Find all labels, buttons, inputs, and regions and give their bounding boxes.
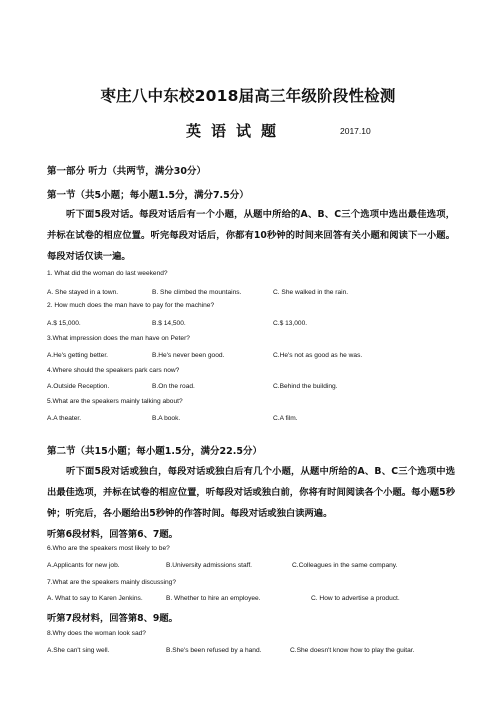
question-2: 2. How much does the man have to pay for the machine? [47, 302, 215, 309]
question-8: 8.Why does the woman look sad? [47, 630, 146, 637]
subtitle-row [0, 120, 496, 142]
question-5-options [0, 415, 496, 425]
section1-instructions: 听下面5段对话。每段对话后有一个小题，从题中所给的A、B、C三个选项中选出最佳选项，并标在试卷的相应位置。听完每段对话后，你都有10秒钟的时间来回答有关小题和阅读下一小题。每段对话仅读一遍。 [47, 209, 455, 262]
option-b: B. She climbed the mountains. [152, 289, 242, 296]
option-b: B.University admissions staff. [166, 562, 252, 569]
option-c: C. How to advertise a product. [311, 595, 400, 602]
section2-heading: 第二节（共15小题；每小题1.5分，满分22.5分） [47, 446, 262, 457]
question-7-options [0, 595, 496, 605]
question-7: 7.What are the speakers mainly discussing? [47, 579, 177, 586]
section2-instructions: 听下面5段对话或独白，每段对话或独白后有几个小题，从题中所给的A、B、C三个选项中选出最佳选项，并标在试卷的相应位置，听每段对话或独白前，你将有时间阅读各个小题。每小题5秒钟；听完后，各小题给出5秒钟的作答时间。每段对话或独白读两遍。 [47, 466, 455, 519]
question-8-options [0, 647, 496, 657]
exam-title: 枣庄八中东校2018届高三年级阶段性检测 [100, 87, 396, 105]
question-4-options [0, 383, 496, 393]
question-3: 3.What impression does the man have on Peter? [47, 335, 190, 342]
option-a: A.$ 15,000. [47, 320, 81, 327]
option-a: A. She stayed in a town. [47, 289, 119, 296]
question-5: 5.What are the speakers mainly talking about? [47, 398, 183, 405]
option-b: B.$ 14,500. [152, 320, 186, 327]
question-2-options [0, 320, 496, 330]
question-1-options [0, 289, 496, 299]
option-b: B.He's never been good. [152, 352, 225, 359]
question-1: 1. What did the woman do last weekend? [47, 270, 168, 277]
option-b: B. Whether to hire an employee. [166, 595, 261, 602]
option-b: B.A book. [152, 415, 181, 422]
question-3-options [0, 352, 496, 362]
option-a: A.A theater. [47, 415, 82, 422]
option-c: C.She doesn't know how to play the guitar. [290, 647, 415, 654]
option-c: C.Behind the building. [273, 383, 338, 390]
section1-heading: 第一节（共5小题；每小题1.5分，满分7.5分） [47, 190, 249, 201]
option-c: C.A film. [273, 415, 298, 422]
option-a: A. What to say to Karen Jenkins. [47, 595, 143, 602]
question-6-options [0, 562, 496, 572]
group-6-heading: 听第6段材料，回答第6、7题。 [47, 529, 178, 540]
option-b: B.She's been refused by a hand. [166, 647, 262, 654]
question-4: 4.Where should the speakers park cars now? [47, 367, 180, 374]
option-a: A.Applicants for new job. [47, 562, 120, 569]
question-6: 6.Who are the speakers most likely to be? [47, 545, 170, 552]
option-a: A.Outside Reception. [47, 383, 110, 390]
exam-date: 2017.10 [340, 126, 371, 136]
subject-title: 英语试题 [186, 122, 287, 140]
option-c: C.Colleagues in the same company. [292, 562, 398, 569]
group-7-heading: 听第7段材料，回答第8、9题。 [47, 613, 178, 624]
option-c: C. She walked in the rain. [273, 289, 349, 296]
option-c: C.He's not as good as he was. [273, 352, 363, 359]
option-c: C.$ 13,000. [273, 320, 308, 327]
option-a: A.He's getting better. [47, 352, 109, 359]
part1-heading: 第一部分 听力（共两节，满分30分） [47, 166, 207, 177]
option-b: B.On the road. [152, 383, 195, 390]
option-a: A.She can't sing well. [47, 647, 110, 654]
